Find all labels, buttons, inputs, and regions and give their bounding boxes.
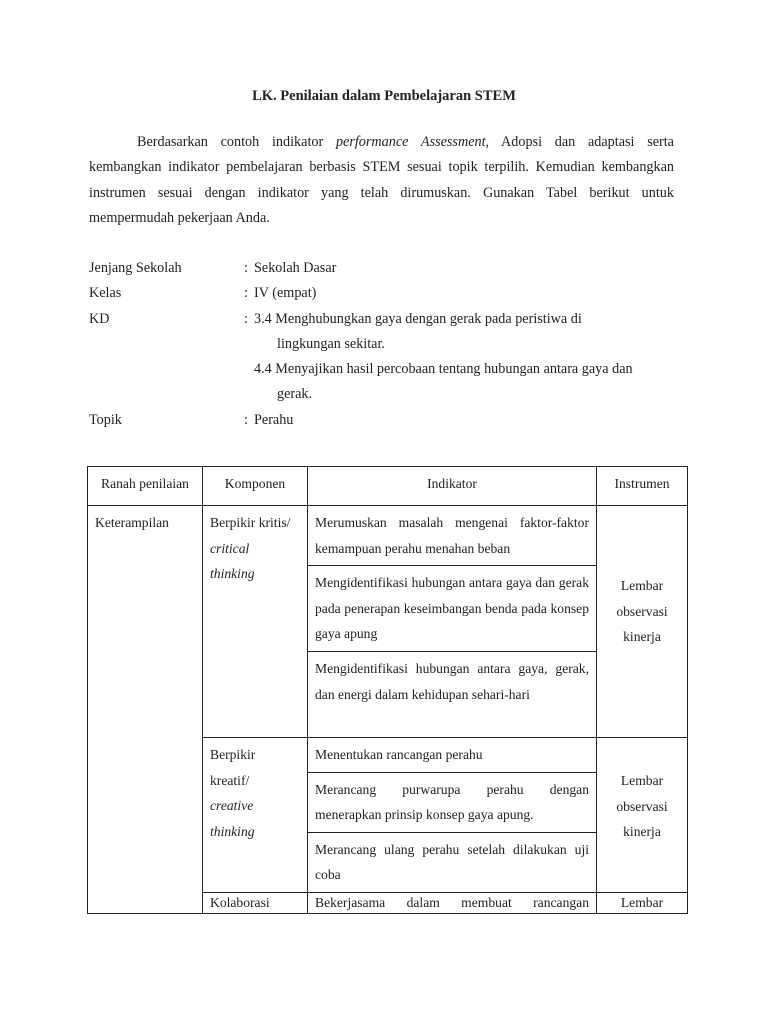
header-ranah: Ranah penilaian bbox=[88, 467, 203, 506]
header-instrumen: Instrumen bbox=[597, 467, 688, 506]
meta-colon: : bbox=[244, 412, 248, 428]
meta-label-kd: KD bbox=[89, 311, 110, 327]
meta-value-kelas: IV (empat) bbox=[254, 285, 317, 301]
meta-label-jenjang: Jenjang Sekolah bbox=[89, 260, 182, 276]
header-komponen: Komponen bbox=[203, 467, 308, 506]
cell-komponen-kreatif: Berpikir kreatif/ creative thinking bbox=[203, 738, 308, 893]
table-header-row bbox=[88, 467, 688, 506]
meta-colon: : bbox=[244, 260, 248, 276]
kd-item-2-line2: gerak. bbox=[277, 386, 313, 402]
cell-instrumen: Lembar bbox=[597, 892, 688, 913]
cell-indikator: Mengidentifikasi hubungan antara gaya, gerak, dan energi dalam kehidupan sehari-hari bbox=[308, 652, 597, 738]
intro-text-start: Berdasarkan contoh indikator bbox=[137, 134, 336, 150]
meta-value-jenjang: Sekolah Dasar bbox=[254, 260, 337, 276]
cell-indikator: Menentukan rancangan perahu bbox=[308, 738, 597, 773]
meta-colon: : bbox=[244, 285, 248, 301]
cell-instrumen: Lembar observasi kinerja bbox=[597, 506, 688, 738]
meta-value-topik: Perahu bbox=[254, 412, 294, 428]
table-row bbox=[88, 506, 688, 566]
kd-item-2-line1: 4.4 Menyajikan hasil percobaan tentang hubungan antara gaya dan bbox=[254, 361, 633, 377]
header-indikator: Indikator bbox=[308, 467, 597, 506]
cell-indikator: Merancang ulang perahu setelah dilakukan uji coba bbox=[308, 832, 597, 892]
assessment-table bbox=[87, 466, 688, 914]
cell-komponen-kritis: Berpikir kritis/ critical thinking bbox=[203, 506, 308, 738]
cell-indikator: Merumuskan masalah mengenai faktor-faktor kemampuan perahu menahan beban bbox=[308, 506, 597, 566]
cell-indikator: Bekerjasama dalam membuat rancangan bbox=[308, 892, 597, 913]
cell-indikator: Merancang purwarupa perahu dengan menerapkan prinsip konsep gaya apung. bbox=[308, 772, 597, 832]
document-title: LK. Penilaian dalam Pembelajaran STEM bbox=[252, 88, 516, 104]
intro-text-end: , Adopsi dan adaptasi serta kembangkan indikator pembelajaran berbasis STEM sesuai topik terpilih. Kemudian kembangkan instrumen sesuai dengan indikator yang telah dirumuskan. Gunakan Tabel berikut untuk mempermudah pekerjaan Anda. bbox=[89, 134, 674, 226]
cell-komponen-kolaborasi: Kolaborasi bbox=[203, 892, 308, 913]
meta-label-topik: Topik bbox=[89, 412, 122, 428]
kd-item-1-line1: 3.4 Menghubungkan gaya dengan gerak pada peristiwa di bbox=[254, 311, 582, 327]
meta-colon: : bbox=[244, 311, 248, 327]
kd-item-1-line2: lingkungan sekitar. bbox=[277, 336, 385, 352]
meta-label-kelas: Kelas bbox=[89, 285, 122, 301]
cell-ranah: Keterampilan bbox=[88, 506, 203, 914]
cell-indikator: Mengidentifikasi hubungan antara gaya dan gerak pada penerapan keseimbangan benda pada konsep gaya apung bbox=[308, 566, 597, 652]
intro-italic-term: performance Assessment bbox=[335, 134, 486, 150]
cell-instrumen: Lembar observasi kinerja bbox=[597, 738, 688, 893]
intro-paragraph bbox=[89, 130, 674, 231]
